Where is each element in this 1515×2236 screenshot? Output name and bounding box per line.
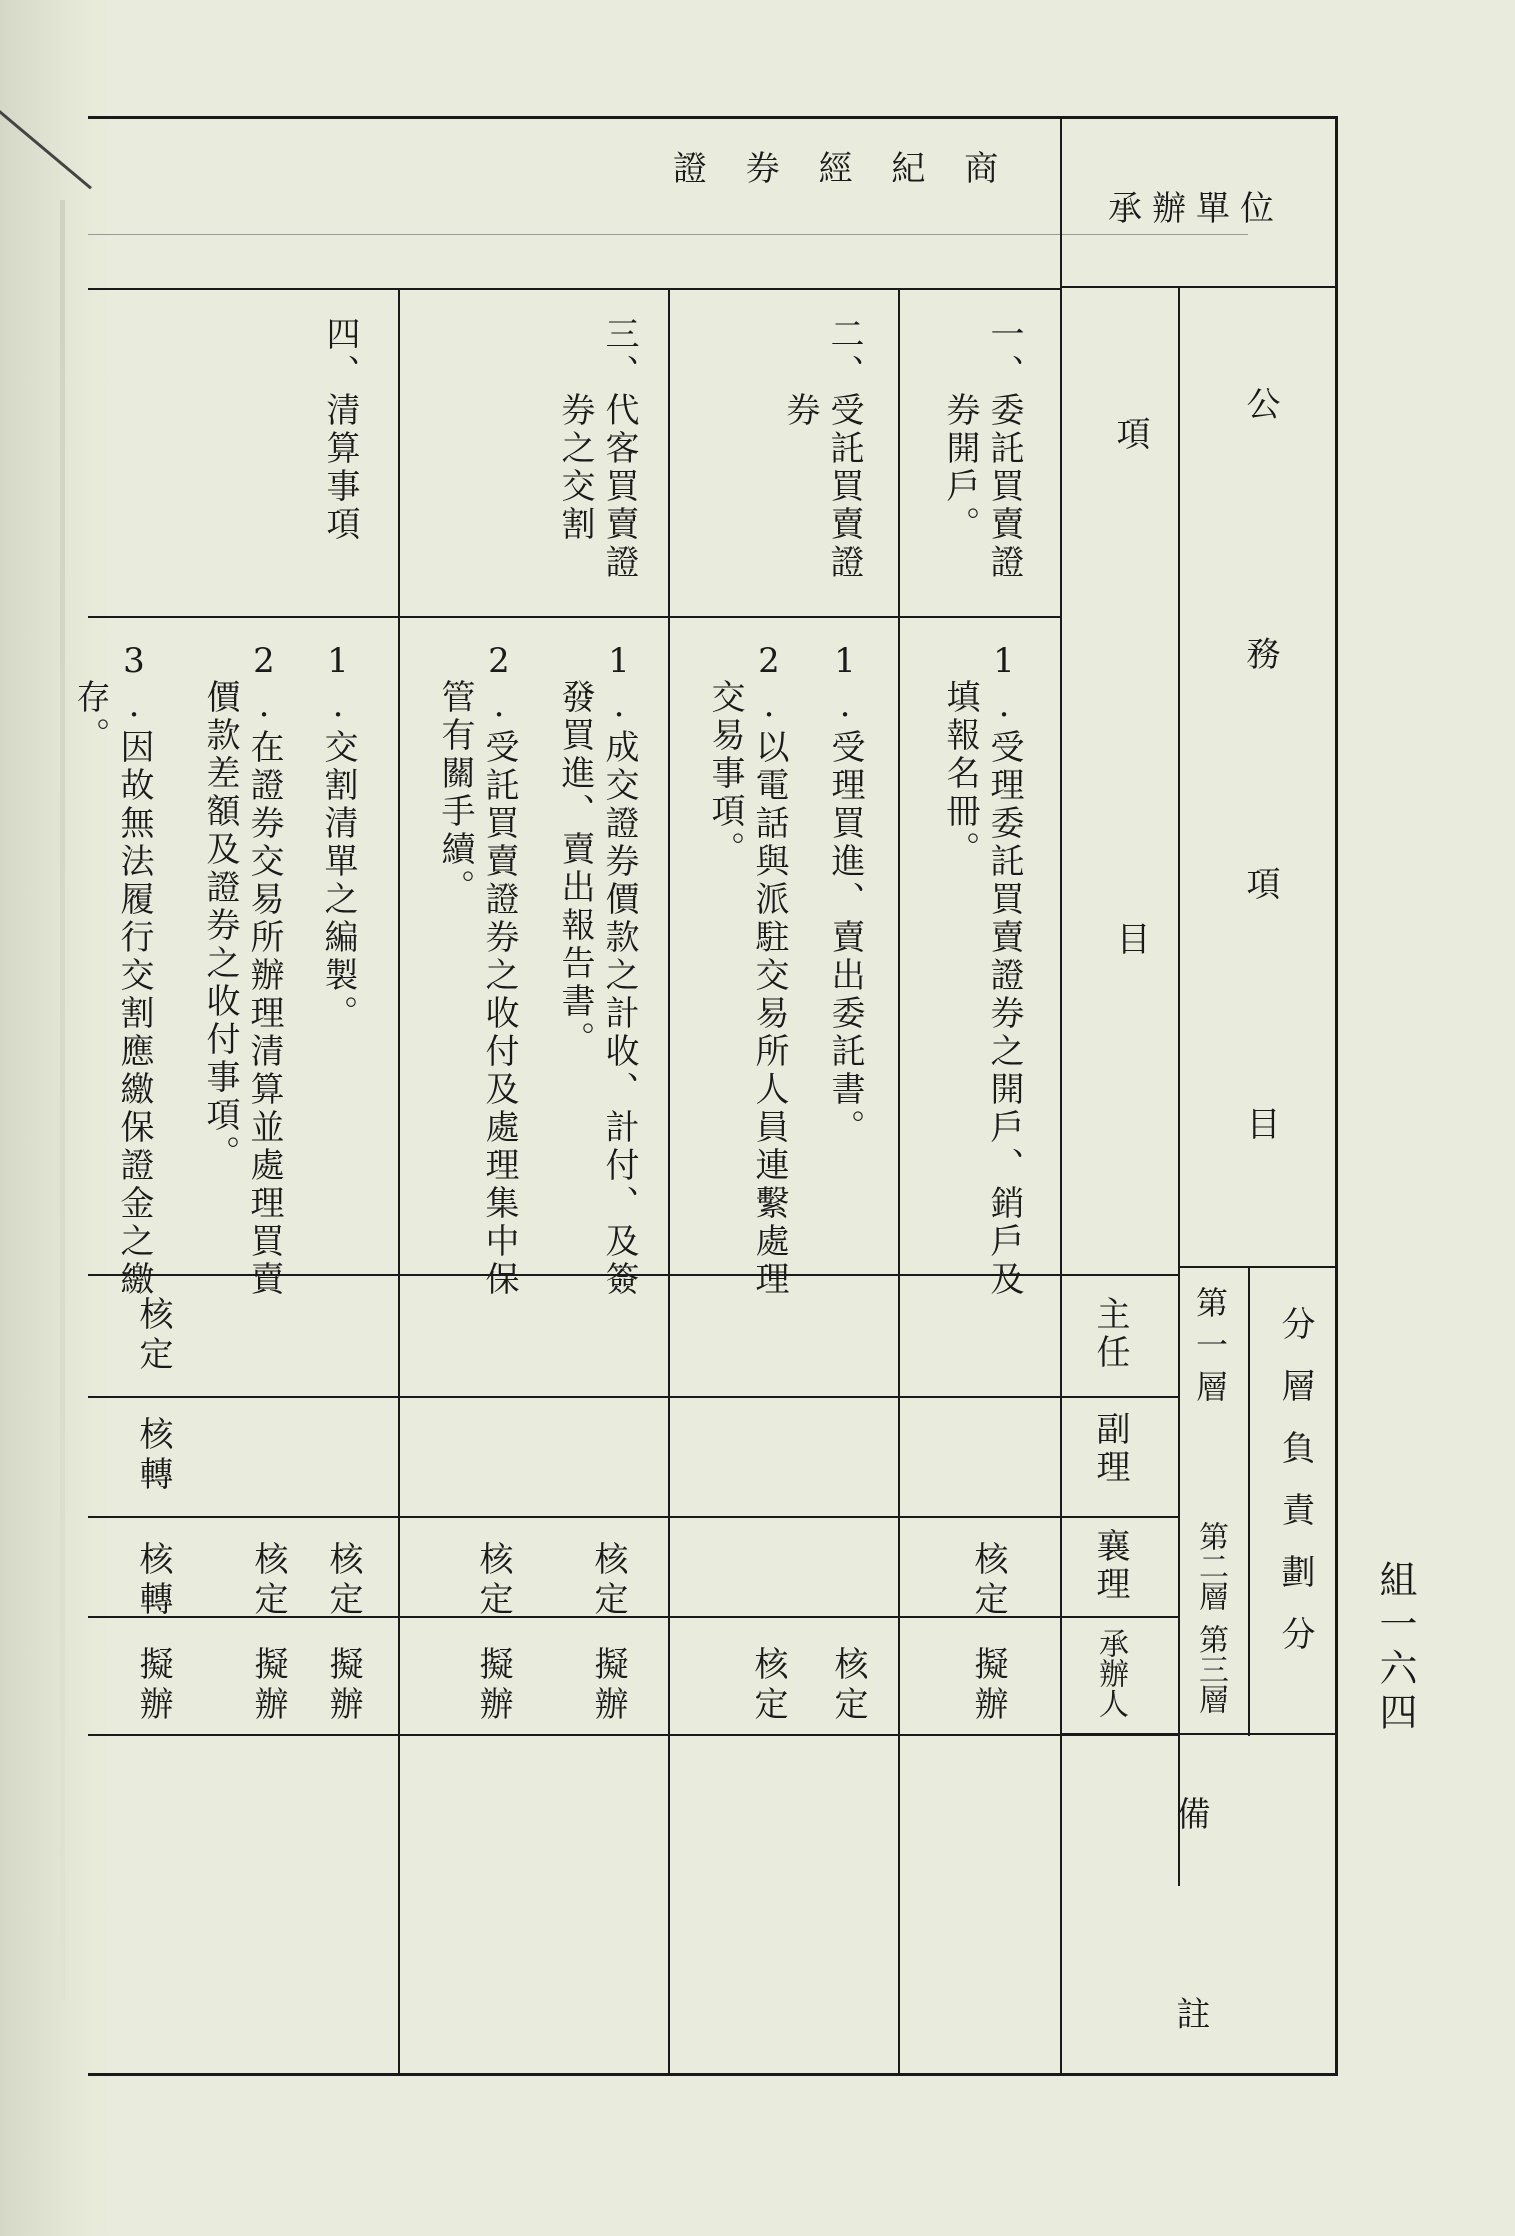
item-label-1: 項 [1110,416,1150,454]
row2-handler-2: 核定 [748,1646,788,1726]
item-label-2: 目 [1110,921,1150,959]
row-rule [88,288,1060,290]
row4-assistant-1: 核定 [323,1541,363,1621]
right-border [1335,116,1338,2076]
tier1-label: 第一層 [1191,1286,1229,1412]
subheader-divider [1178,286,1180,1886]
tier-rule [1178,1266,1338,1268]
row3-handler-2: 擬辦 [473,1646,513,1726]
row4-item: 四、清算事項 [320,316,360,544]
page-number: 組一六四 [1373,1560,1417,1736]
row4-director-3: 核定 [133,1296,173,1376]
public-affairs-label-3: 項 [1240,866,1280,904]
row3-handler-1: 擬辦 [588,1646,628,1726]
header-divider [1060,116,1062,2076]
remarks-label-2: 註 [1170,1996,1210,2034]
row1-assistant: 核定 [968,1541,1008,1621]
top-border [88,116,1338,119]
row4-assistant-2: 核定 [248,1541,288,1621]
row2-details-2: 2.以電話與派駐交易所人員連繫處理 交易事項。 [705,641,789,1299]
col-divider-1 [898,288,900,2073]
bottom-border [88,2073,1338,2076]
row4-details-2: 2.在證券交易所辦理清算並處理買賣 價款差額及證券之收付事項。 [200,641,284,1299]
row4-details-3: 3.因故無法履行交割應繳保證金之繳 存。 [70,641,154,1299]
row1-details: 1.受理委託買賣證券之開戶、銷戶及 填報名冊。 [940,641,1024,1299]
deputy-label: 副理 [1090,1411,1130,1487]
row2-handler-1: 核定 [828,1646,868,1726]
row3-assistant-2: 核定 [473,1541,513,1621]
row2-details-1: 1.受理買進、賣出委託書。 [825,641,865,1147]
public-affairs-label-1: 公 [1240,386,1280,424]
handler-label: 承辦人 [1093,1628,1128,1718]
tier-row-rule-5 [88,1734,1178,1736]
tier3-label: 第三層 [1193,1624,1228,1714]
show-through-shadow [60,200,65,2000]
row4-details-1: 1.交割清單之編製。 [318,641,358,1033]
section-title: 證 券 經 紀 商 [673,149,1013,189]
row4-assistant-3: 核轉 [133,1541,173,1621]
row4-deputy-3: 核轉 [133,1416,173,1496]
row3-item: 三、代客買賣證 券之交割 [555,316,639,582]
tier-row-rule-2 [88,1396,1178,1398]
public-affairs-label-2: 務 [1240,636,1280,674]
row1-item: 一、委託買賣證 券開戶。 [940,316,1024,582]
director-label: 主任 [1090,1296,1130,1372]
public-affairs-label-4: 目 [1240,1106,1280,1144]
col-divider-2 [668,288,670,2073]
tier-header: 分層負責劃分 [1275,1306,1315,1678]
row3-assistant-1: 核定 [588,1541,628,1621]
table-frame [70,116,1338,2076]
row2-item: 二、受託買賣證 券 [780,316,864,582]
tier2-label: 第二層 [1193,1521,1228,1611]
assistant-label: 襄理 [1090,1528,1130,1604]
row4-handler-3: 擬辦 [133,1646,173,1726]
row4-handler-1: 擬辦 [323,1646,363,1726]
row1-handler: 擬辦 [968,1646,1008,1726]
row4-handler-2: 擬辦 [248,1646,288,1726]
unit-rule [1060,286,1338,288]
unit-label: 承辦單位 [1108,189,1284,229]
row3-details-2: 2.受託買賣證券之收付及處理集中保 管有關手續。 [435,641,519,1299]
col-divider-3 [398,288,400,2073]
title-rule-faint [88,234,1248,235]
row3-details-1: 1.成交證券價款之計收、計付、及簽 發買進、賣出報告書。 [555,641,639,1299]
item-detail-rule [88,616,1060,618]
tier-row-rule-3 [88,1516,1178,1518]
remarks-label-1: 備 [1170,1796,1210,1834]
tier-inner-divider [1248,1266,1250,1736]
